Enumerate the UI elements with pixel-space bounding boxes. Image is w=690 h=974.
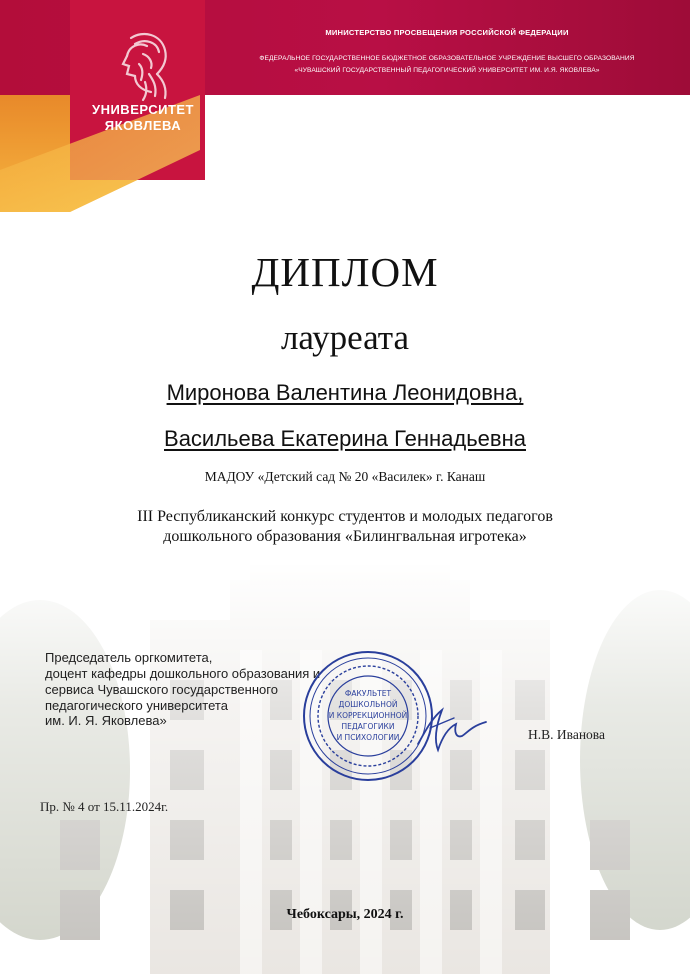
university-logo [88, 30, 198, 134]
profile-emblem-icon [113, 30, 173, 102]
stamp-text-3: И КОРРЕКЦИОННОЙ [328, 711, 408, 720]
logo-text-line2: ЯКОВЛЕВА [104, 118, 182, 133]
city-and-year: Чебоксары, 2024 г. [286, 907, 404, 922]
recipient-name-2-text: Васильева Екатерина Геннадьевна [164, 426, 526, 451]
recipient-name-1 [0, 380, 690, 406]
organization-line1: ФЕДЕРАЛЬНОЕ ГОСУДАРСТВЕННОЕ БЮДЖЕТНОЕ ОБРАЗОВАТЕЛЬНОЕ УЧРЕЖДЕНИЕ ВЫСШЕГО ОБРАЗОВАНИЯ [259, 55, 635, 62]
signatory-title-line4: педагогического университета [45, 698, 228, 713]
signatory-title-line2: доцент кафедры дошкольного образования и [45, 666, 321, 681]
recipient-name-1-text: Миронова Валентина Леонидовна, [166, 380, 524, 405]
ministry-heading: МИНИСТЕРСТВО ПРОСВЕЩЕНИЯ РОССИЙСКОЙ ФЕДЕРАЦИИ [325, 28, 569, 37]
diploma-subtitle: лауреата [280, 318, 410, 357]
signatory-title-line1: Председатель оргкомитета, [45, 650, 213, 665]
handwritten-signature [412, 700, 492, 756]
contest-line-2: дошкольного образования «Билингвальная игротека» [163, 528, 527, 545]
diploma-title: ДИПЛОМ [251, 249, 439, 295]
recipient-name-2 [0, 426, 690, 452]
stamp-text-1: ФАКУЛЬТЕТ [344, 689, 392, 698]
protocol-reference: Пр. № 4 от 15.11.2024г. [40, 799, 169, 814]
signatory-title-line3: сервиса Чувашского государственного [45, 682, 278, 697]
logo-text-line1: УНИВЕРСИТЕТ [91, 102, 194, 117]
signer-name: Н.В. Иванова [528, 727, 605, 742]
signatory-title-line5: им. И. Я. Яковлева» [45, 713, 167, 728]
stamp-text-5: И ПСИХОЛОГИИ [336, 733, 400, 742]
stamp-text-4: ПЕДАГОГИКИ [341, 722, 395, 731]
contest-line-1: III Республиканский конкурс студентов и молодых педагогов [137, 508, 553, 525]
recipient-institution: МАДОУ «Детский сад № 20 «Василек» г. Канаш [204, 469, 486, 484]
stamp-text-2: ДОШКОЛЬНОЙ [338, 700, 398, 709]
organization-line2: «ЧУВАШСКИЙ ГОСУДАРСТВЕННЫЙ ПЕДАГОГИЧЕСКИЙ УНИВЕРСИТЕТ ИМ. И.Я. ЯКОВЛЕВА» [294, 67, 600, 74]
